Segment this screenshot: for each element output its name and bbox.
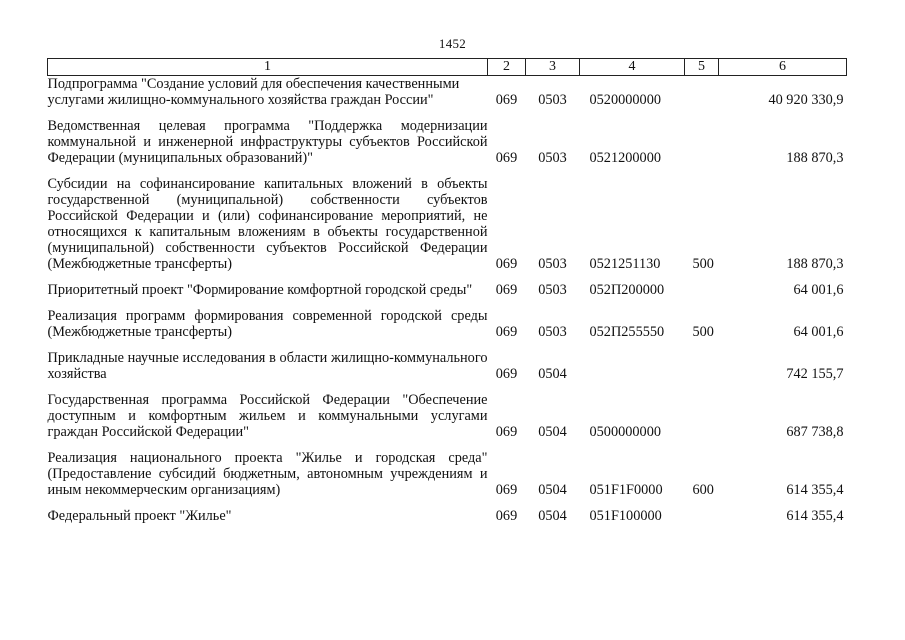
row-vr: 500 [692,324,714,340]
row-rzpr: 0503 [538,256,567,272]
page-number: 1452 [438,36,467,51]
row-vr [685,118,719,176]
row-description: Прикладные научные исследования в области жилищно-коммунального хозяйства [47,350,488,382]
table-row [48,176,847,282]
table-row [48,282,847,308]
row-amount: 188 870,3 [786,256,844,272]
row-amount: 614 355,4 [786,482,844,498]
row-glava: 069 [495,282,518,298]
row-rzpr: 0504 [538,508,567,524]
row-vr [685,282,719,308]
row-rzpr: 0503 [538,324,567,340]
row-csr: 0500000000 [589,424,661,440]
row-amount: 742 155,7 [786,366,844,382]
row-amount: 687 738,8 [786,424,844,440]
row-amount: 614 355,4 [786,508,844,524]
row-description: Ведомственная целевая программа "Поддержка модернизации коммунальной и инженерной инфраструктуры субъектов Российской Федерации (муниципальных образований)" [47,118,488,166]
column-header: 5 [685,59,719,76]
table-row [48,450,847,508]
column-header: 4 [580,59,685,76]
row-csr: 051F1F0000 [589,482,663,498]
row-glava: 069 [495,508,518,524]
table-row [48,308,847,350]
row-rzpr: 0503 [538,92,567,108]
row-description: Федеральный проект "Жилье" [47,508,232,524]
row-amount: 64 001,6 [793,324,844,340]
row-glava: 069 [495,366,518,382]
column-header: 6 [719,59,847,76]
row-csr: 0520000000 [589,92,661,108]
row-amount: 64 001,6 [793,282,844,298]
column-header: 3 [526,59,580,76]
row-description: Субсидии на софинансирование капитальных вложений в объекты государственной (муниципальной) собственности субъектов Российской Федерации и (или) софинансирование мероприятий, не относящихся к капитальным вложениям в объекты государственной (муниципальной) собственности субъектов Российской Федерации (Межбюджетные трансферты) [47,176,488,272]
row-csr: 0521251130 [589,256,661,272]
row-description: Государственная программа Российской Федерации "Обеспечение доступным и комфортным жильем и коммунальными услугами граждан Российской Федерации" [47,392,488,440]
row-vr [685,392,719,450]
table-row [48,508,847,534]
table-row [48,350,847,392]
table-row [48,118,847,176]
row-glava: 069 [495,324,518,340]
row-glava: 069 [495,256,518,272]
row-glava: 069 [495,424,518,440]
row-csr: 0521200000 [589,150,661,166]
row-glava: 069 [495,150,518,166]
table-row [48,392,847,450]
column-number-header [48,59,847,76]
row-glava: 069 [495,482,518,498]
row-csr: 052П255550 [589,324,665,340]
row-description: Подпрограмма "Создание условий для обеспечения качественными услугами жилищно-коммунального хозяйства граждан России" [47,76,460,108]
row-vr [685,350,719,392]
row-rzpr: 0503 [538,282,567,298]
row-rzpr: 0504 [538,366,567,382]
row-rzpr: 0504 [538,424,567,440]
row-vr: 600 [692,482,714,498]
row-description: Реализация программ формирования современной городской среды (Межбюджетные трансферты) [47,308,488,340]
column-header: 1 [48,59,488,76]
budget-table [47,58,847,534]
row-vr: 500 [692,256,714,272]
row-glava: 069 [495,92,518,108]
row-amount: 188 870,3 [786,150,844,166]
row-rzpr: 0504 [538,482,567,498]
row-description: Реализация национального проекта "Жилье и городская среда" (Предоставление субсидий бюджетным, автономным учреждениям и иным некоммерческим организациям) [47,450,488,498]
column-header: 2 [488,59,526,76]
row-description: Приоритетный проект "Формирование комфортной городской среды" [47,282,473,298]
row-csr [580,350,685,392]
row-csr: 051F100000 [589,508,662,524]
row-vr [685,508,719,534]
row-csr: 052П200000 [589,282,665,298]
table-row [48,76,847,119]
row-amount: 40 920 330,9 [768,92,844,108]
row-rzpr: 0503 [538,150,567,166]
row-vr [685,76,719,119]
